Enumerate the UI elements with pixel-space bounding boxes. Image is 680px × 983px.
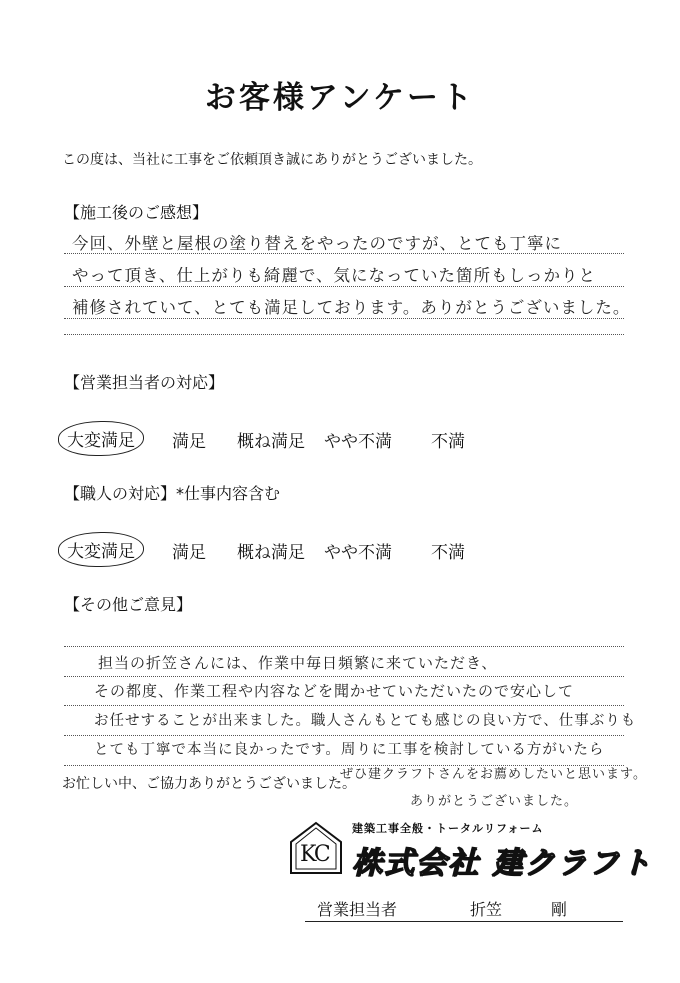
logo-subtitle: 建築工事全般・トータルリフォーム: [352, 822, 544, 835]
impressions-line-1: 今回、外壁と屋根の塗り替えをやったのですが、とても丁寧に: [72, 234, 562, 253]
company-logo-mark: [288, 820, 344, 876]
sales-rating-option-selected[interactable]: 大変満足: [58, 421, 144, 456]
impressions-line-2: やって頂き、仕上がりも綺麗で、気になっていた箇所もしっかりと: [72, 266, 597, 285]
craftsman-rating-option[interactable]: 不満: [431, 543, 465, 563]
opinions-line-1-rule: [64, 618, 624, 647]
closing-text: お忙しい中、ご協力ありがとうございました。: [62, 776, 356, 792]
opinions-line-6: ありがとうございました。: [410, 794, 579, 809]
sales-rating-option[interactable]: 満足: [172, 432, 206, 452]
opinions-line-3: お任せすることが出来ました。職人さんもとても感じの良い方で、仕事ぶりも: [94, 713, 637, 729]
other-opinions-heading: 【その他ご意見】: [64, 595, 193, 614]
craftsman-rating-option[interactable]: 満足: [172, 543, 206, 563]
logo-company-name: 株式会社 建クラフト: [352, 846, 653, 881]
craftsman-rating-row: [64, 538, 484, 562]
opinions-line-2: その都度、作業工程や内容などを聞かせていただいたので安心して: [94, 682, 575, 700]
impressions-line-4-rule: [64, 318, 624, 335]
sales-rating-option[interactable]: 不満: [431, 432, 465, 452]
sales-rating-option[interactable]: やや不満: [324, 432, 392, 452]
craftsman-rating-option[interactable]: やや不満: [324, 543, 392, 563]
page-title: お客様アンケート: [204, 80, 476, 116]
signature-label: 営業担当者: [317, 900, 398, 919]
opinions-line-4: とても丁寧で本当に良かったです。周りに工事を検討している方がいたら: [94, 742, 605, 758]
sales-rating-row: [64, 427, 484, 451]
impressions-heading: 【施工後のご感想】: [64, 203, 209, 222]
signature-surname: 折笠: [470, 900, 503, 919]
craftsman-rating-option[interactable]: 概ね満足: [237, 543, 305, 563]
craftsman-response-heading: 【職人の対応】*仕事内容含む: [64, 484, 281, 503]
sales-rating-option[interactable]: 概ね満足: [237, 432, 305, 452]
sales-response-heading: 【営業担当者の対応】: [64, 373, 225, 392]
opinions-line-1: 担当の折笠さんには、作業中毎日頻繁に来ていただき、: [98, 654, 498, 672]
impressions-line-3: 補修されていて、とても満足しております。ありがとうございました。: [72, 298, 631, 317]
company-logo-text: [352, 820, 652, 882]
signature-row: [305, 897, 623, 922]
greeting-text: この度は、当社に工事をご依頼頂き誠にありがとうございました。: [62, 152, 482, 168]
signature-given-name: 剛: [551, 900, 568, 919]
opinions-line-5: ぜひ建クラフトさんをお薦めしたいと思います。: [340, 767, 647, 782]
logo-mark-text: KC: [300, 842, 329, 867]
craftsman-rating-option-selected[interactable]: 大変満足: [58, 532, 144, 567]
